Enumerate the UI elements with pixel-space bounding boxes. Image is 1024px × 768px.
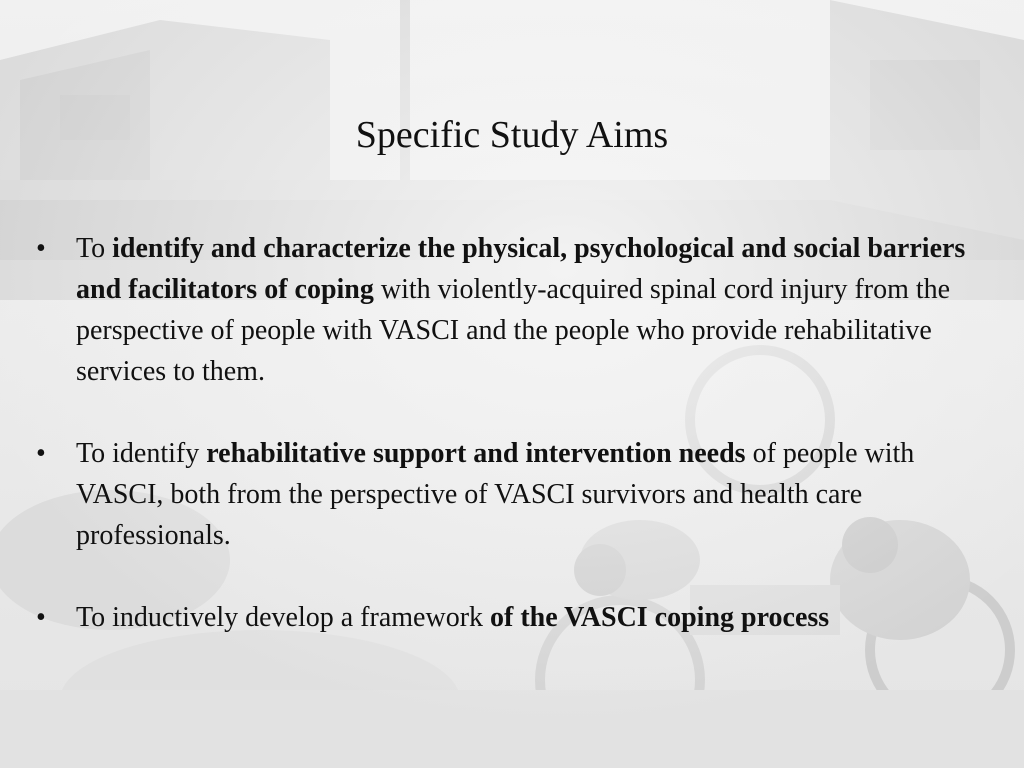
slide-title: Specific Study Aims bbox=[355, 114, 669, 156]
bullet-item bbox=[36, 433, 994, 556]
bullet-marker: • bbox=[36, 233, 46, 264]
bullet-text: To inductively develop a framework bbox=[76, 602, 491, 633]
bullet-marker: • bbox=[36, 602, 46, 633]
bullet-text-bold: rehabilitative support and intervention needs bbox=[206, 438, 746, 469]
bullet-text-bold: of the VASCI coping process bbox=[490, 602, 830, 633]
bullet-text: of people with VASCI, both from the perspective of VASCI survivors and health care professionals. bbox=[76, 438, 915, 551]
bullet-text: To identify bbox=[76, 438, 207, 469]
bullet-item bbox=[36, 228, 994, 392]
bullet-text: To bbox=[76, 233, 113, 264]
bullet-marker: • bbox=[36, 438, 46, 469]
bullet-text-bold: identify and characterize the physical, psychological and social barriers and facilitators of coping bbox=[76, 233, 966, 305]
bullet-item bbox=[36, 597, 994, 638]
bullet-list bbox=[36, 228, 994, 638]
bullet-text: with violently-acquired spinal cord injury from the perspective of people with VASCI and the people who provide rehabilitative services to them. bbox=[76, 274, 951, 387]
